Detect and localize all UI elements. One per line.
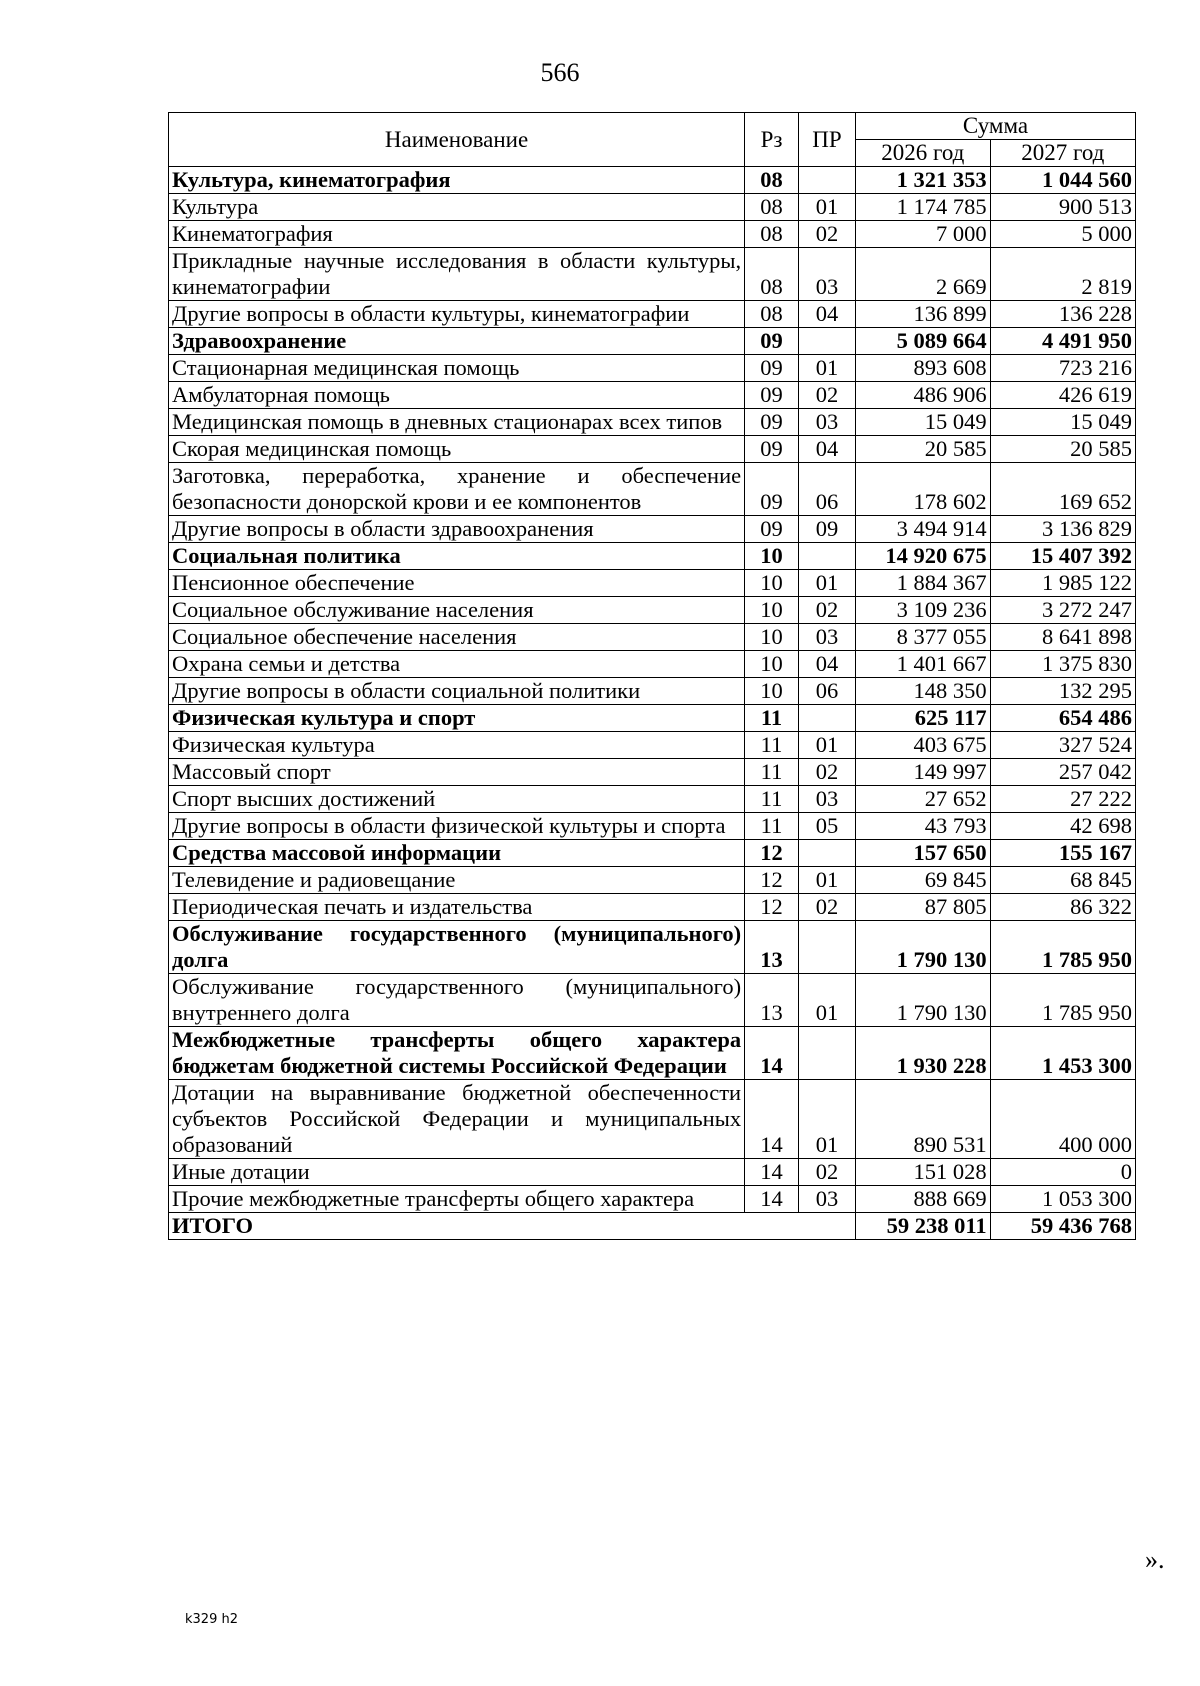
row-pr: 03 [798, 624, 855, 651]
table-row [169, 516, 1136, 543]
row-value-2027: 155 167 [990, 840, 1135, 867]
header-2027: 2027 год [990, 140, 1135, 167]
row-rz: 09 [745, 516, 799, 543]
row-value-2026: 20 585 [855, 436, 990, 463]
table-row [169, 624, 1136, 651]
row-value-2027: 42 698 [990, 813, 1135, 840]
total-label: ИТОГО [169, 1213, 856, 1240]
row-pr: 03 [798, 248, 855, 301]
row-pr: 01 [798, 1080, 855, 1159]
table-row [169, 194, 1136, 221]
row-value-2026: 3 494 914 [855, 516, 990, 543]
row-value-2027: 3 136 829 [990, 516, 1135, 543]
row-rz: 09 [745, 382, 799, 409]
row-rz: 13 [745, 974, 799, 1027]
table-row [169, 867, 1136, 894]
table-row [169, 678, 1136, 705]
row-value-2026: 87 805 [855, 894, 990, 921]
row-value-2026: 1 884 367 [855, 570, 990, 597]
row-name: Здравоохранение [169, 328, 745, 355]
row-value-2027: 400 000 [990, 1080, 1135, 1159]
row-name: Средства массовой информации [169, 840, 745, 867]
row-value-2027: 1 985 122 [990, 570, 1135, 597]
row-pr: 01 [798, 867, 855, 894]
table-row [169, 248, 1136, 301]
row-value-2026: 1 790 130 [855, 974, 990, 1027]
header-2026: 2026 год [855, 140, 990, 167]
row-value-2026: 151 028 [855, 1159, 990, 1186]
row-name: Заготовка, переработка, хранение и обеспечение безопасности донорской крови и ее компонентов [169, 463, 745, 516]
row-value-2027: 1 044 560 [990, 167, 1135, 194]
row-value-2026: 1 790 130 [855, 921, 990, 974]
row-value-2027: 3 272 247 [990, 597, 1135, 624]
row-pr: 01 [798, 355, 855, 382]
row-value-2027: 426 619 [990, 382, 1135, 409]
row-pr [798, 1027, 855, 1080]
row-value-2027: 723 216 [990, 355, 1135, 382]
row-rz: 09 [745, 463, 799, 516]
row-pr: 04 [798, 436, 855, 463]
row-value-2026: 5 089 664 [855, 328, 990, 355]
row-name: Медицинская помощь в дневных стационарах всех типов [169, 409, 745, 436]
section-row [169, 167, 1136, 194]
row-name: Стационарная медицинская помощь [169, 355, 745, 382]
row-rz: 10 [745, 651, 799, 678]
row-value-2027: 1 453 300 [990, 1027, 1135, 1080]
row-pr: 01 [798, 974, 855, 1027]
row-rz: 13 [745, 921, 799, 974]
row-pr [798, 328, 855, 355]
row-value-2027: 20 585 [990, 436, 1135, 463]
row-pr: 01 [798, 570, 855, 597]
row-pr: 02 [798, 382, 855, 409]
row-value-2027: 8 641 898 [990, 624, 1135, 651]
row-rz: 14 [745, 1159, 799, 1186]
table-row [169, 786, 1136, 813]
row-name: Другие вопросы в области социальной политики [169, 678, 745, 705]
row-name: Охрана семьи и детства [169, 651, 745, 678]
row-pr [798, 543, 855, 570]
row-value-2027: 5 000 [990, 221, 1135, 248]
row-pr: 02 [798, 221, 855, 248]
row-value-2027: 327 524 [990, 732, 1135, 759]
row-name: Другие вопросы в области культуры, кинематографии [169, 301, 745, 328]
row-rz: 11 [745, 759, 799, 786]
table-row [169, 221, 1136, 248]
table-row [169, 1159, 1136, 1186]
row-value-2027: 136 228 [990, 301, 1135, 328]
section-row [169, 543, 1136, 570]
row-name: Культура [169, 194, 745, 221]
row-name: Иные дотации [169, 1159, 745, 1186]
row-rz: 12 [745, 867, 799, 894]
row-value-2027: 257 042 [990, 759, 1135, 786]
row-value-2026: 157 650 [855, 840, 990, 867]
row-rz: 11 [745, 705, 799, 732]
row-name: Обслуживание государственного (муниципального) внутреннего долга [169, 974, 745, 1027]
row-value-2026: 178 602 [855, 463, 990, 516]
row-value-2027: 1 785 950 [990, 974, 1135, 1027]
row-value-2026: 403 675 [855, 732, 990, 759]
row-pr: 03 [798, 1186, 855, 1213]
table-row [169, 894, 1136, 921]
page-number: 566 [540, 58, 580, 87]
row-name: Кинематография [169, 221, 745, 248]
row-value-2027: 900 513 [990, 194, 1135, 221]
row-value-2026: 7 000 [855, 221, 990, 248]
row-name: Дотации на выравнивание бюджетной обеспеченности субъектов Российской Федерации и муниципальных образований [169, 1080, 745, 1159]
row-value-2026: 1 401 667 [855, 651, 990, 678]
row-name: Спорт высших достижений [169, 786, 745, 813]
total-2027: 59 436 768 [990, 1213, 1135, 1240]
row-value-2027: 4 491 950 [990, 328, 1135, 355]
row-rz: 11 [745, 813, 799, 840]
row-rz: 09 [745, 355, 799, 382]
table-row [169, 409, 1136, 436]
row-name: Культура, кинематография [169, 167, 745, 194]
row-pr: 04 [798, 651, 855, 678]
row-rz: 10 [745, 597, 799, 624]
row-value-2027: 15 049 [990, 409, 1135, 436]
row-rz: 11 [745, 786, 799, 813]
row-pr: 01 [798, 732, 855, 759]
row-value-2027: 86 322 [990, 894, 1135, 921]
row-pr [798, 167, 855, 194]
row-rz: 10 [745, 570, 799, 597]
row-value-2027: 1 375 830 [990, 651, 1135, 678]
row-pr: 02 [798, 894, 855, 921]
row-value-2026: 43 793 [855, 813, 990, 840]
row-name: Пенсионное обеспечение [169, 570, 745, 597]
row-name: Социальная политика [169, 543, 745, 570]
row-rz: 11 [745, 732, 799, 759]
row-value-2026: 890 531 [855, 1080, 990, 1159]
section-row [169, 328, 1136, 355]
row-name: Амбулаторная помощь [169, 382, 745, 409]
header-rz: Рз [745, 113, 799, 167]
row-value-2026: 14 920 675 [855, 543, 990, 570]
header-pr: ПР [798, 113, 855, 167]
row-pr: 01 [798, 194, 855, 221]
row-value-2026: 888 669 [855, 1186, 990, 1213]
row-value-2027: 2 819 [990, 248, 1135, 301]
row-name: Социальное обеспечение населения [169, 624, 745, 651]
table-row [169, 759, 1136, 786]
table-row [169, 463, 1136, 516]
row-value-2027: 27 222 [990, 786, 1135, 813]
row-value-2027: 1 785 950 [990, 921, 1135, 974]
total-2026: 59 238 011 [855, 1213, 990, 1240]
row-name: Прикладные научные исследования в области культуры, кинематографии [169, 248, 745, 301]
row-pr: 09 [798, 516, 855, 543]
row-pr: 02 [798, 759, 855, 786]
table-row [169, 597, 1136, 624]
row-value-2026: 1 930 228 [855, 1027, 990, 1080]
row-rz: 10 [745, 624, 799, 651]
table-row [169, 651, 1136, 678]
row-name: Другие вопросы в области здравоохранения [169, 516, 745, 543]
table-row [169, 1080, 1136, 1159]
row-pr: 02 [798, 1159, 855, 1186]
table-row [169, 301, 1136, 328]
table-row [169, 813, 1136, 840]
section-row [169, 921, 1136, 974]
row-pr: 06 [798, 463, 855, 516]
row-pr [798, 705, 855, 732]
row-name: Массовый спорт [169, 759, 745, 786]
row-pr: 04 [798, 301, 855, 328]
row-rz: 14 [745, 1080, 799, 1159]
row-rz: 08 [745, 194, 799, 221]
table-row [169, 436, 1136, 463]
row-value-2026: 486 906 [855, 382, 990, 409]
row-rz: 14 [745, 1186, 799, 1213]
row-pr [798, 840, 855, 867]
row-rz: 08 [745, 301, 799, 328]
row-pr: 02 [798, 597, 855, 624]
row-rz: 08 [745, 221, 799, 248]
section-row [169, 1027, 1136, 1080]
table-row [169, 974, 1136, 1027]
row-rz: 10 [745, 678, 799, 705]
row-value-2027: 15 407 392 [990, 543, 1135, 570]
header-sum: Сумма [855, 113, 1135, 140]
row-value-2027: 132 295 [990, 678, 1135, 705]
row-value-2026: 69 845 [855, 867, 990, 894]
row-value-2026: 136 899 [855, 301, 990, 328]
row-name: Социальное обслуживание населения [169, 597, 745, 624]
row-rz: 09 [745, 409, 799, 436]
row-value-2027: 1 053 300 [990, 1186, 1135, 1213]
row-rz: 08 [745, 248, 799, 301]
row-rz: 12 [745, 840, 799, 867]
section-row [169, 840, 1136, 867]
row-rz: 14 [745, 1027, 799, 1080]
row-name: Периодическая печать и издательства [169, 894, 745, 921]
row-name: Межбюджетные трансферты общего характера бюджетам бюджетной системы Российской Федерации [169, 1027, 745, 1080]
row-pr [798, 921, 855, 974]
row-value-2026: 625 117 [855, 705, 990, 732]
row-name: Скорая медицинская помощь [169, 436, 745, 463]
row-name: Другие вопросы в области физической культуры и спорта [169, 813, 745, 840]
row-name: Физическая культура [169, 732, 745, 759]
table-row [169, 732, 1136, 759]
section-row [169, 705, 1136, 732]
row-rz: 08 [745, 167, 799, 194]
row-value-2026: 15 049 [855, 409, 990, 436]
row-rz: 09 [745, 328, 799, 355]
table-body [169, 167, 1136, 1213]
row-name: Физическая культура и спорт [169, 705, 745, 732]
row-name: Обслуживание государственного (муниципального) долга [169, 921, 745, 974]
row-value-2026: 1 321 353 [855, 167, 990, 194]
closing-quote: ». [1145, 1545, 1165, 1574]
table-row [169, 570, 1136, 597]
row-value-2027: 68 845 [990, 867, 1135, 894]
row-name: Телевидение и радиовещание [169, 867, 745, 894]
table-row [169, 1186, 1136, 1213]
row-value-2027: 654 486 [990, 705, 1135, 732]
header-name: Наименование [169, 113, 745, 167]
row-pr: 03 [798, 409, 855, 436]
row-value-2027: 169 652 [990, 463, 1135, 516]
row-rz: 12 [745, 894, 799, 921]
row-name: Прочие межбюджетные трансферты общего характера [169, 1186, 745, 1213]
row-pr: 05 [798, 813, 855, 840]
row-value-2027: 0 [990, 1159, 1135, 1186]
row-value-2026: 1 174 785 [855, 194, 990, 221]
footer-code: k329 h2 [185, 1612, 238, 1627]
row-rz: 10 [745, 543, 799, 570]
row-value-2026: 148 350 [855, 678, 990, 705]
header-row [169, 113, 1136, 140]
row-pr: 06 [798, 678, 855, 705]
row-value-2026: 8 377 055 [855, 624, 990, 651]
row-value-2026: 3 109 236 [855, 597, 990, 624]
row-value-2026: 27 652 [855, 786, 990, 813]
budget-table [168, 112, 1136, 1240]
row-rz: 09 [745, 436, 799, 463]
row-value-2026: 149 997 [855, 759, 990, 786]
row-value-2026: 893 608 [855, 355, 990, 382]
total-row [169, 1213, 1136, 1240]
table-row [169, 382, 1136, 409]
table-row [169, 355, 1136, 382]
row-pr: 03 [798, 786, 855, 813]
row-value-2026: 2 669 [855, 248, 990, 301]
